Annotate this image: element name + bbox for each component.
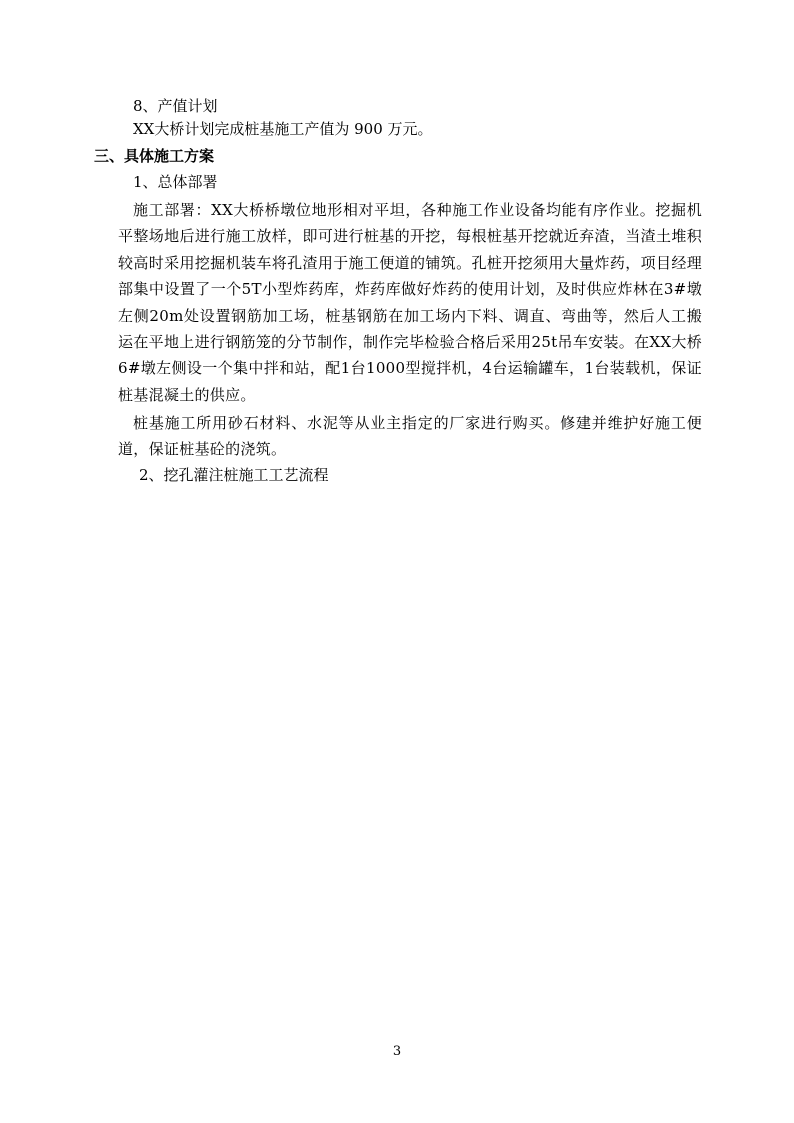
subsection-2-heading: 2、挖孔灌注桩施工工艺流程: [139, 466, 329, 484]
subsection-1-heading: 1、总体部署: [133, 173, 218, 191]
materials-paragraph: 桩基施工所用砂石材料、水泥等从业主指定的厂家进行购买。修建并维护好施工便道，保证桩基砼的浇筑。: [118, 414, 702, 459]
section-8-heading: 8、产值计划: [133, 97, 218, 115]
section-3-heading: 三、具体施工方案: [94, 147, 215, 165]
deployment-paragraph: 施工部署：XX大桥桥墩位地形相对平坦，各种施工作业设备均能有序作业。挖掘机平整场地后进行施工放样，即可进行桩基的开挖，每根桩基开挖就近弃渣，当渣土堆积较高时采用挖掘机装车将孔渣用于施工便道的铺筑。孔桩开挖须用大量炸药，项目经理部集中设置了一个5T小型炸药库，炸药库做好炸药的使用计划，及时供应炸林在3#墩左侧20m处设置钢筋加工场，桩基钢筋在加工场内下料、调直、弯曲等，然后人工搬运在平地上进行钢筋笼的分节制作，制作完毕检验合格后采用25t吊车安装。在XX大桥6#墩左侧设一个集中拌和站，配1台1000型搅拌机，4台运输罐车，1台装载机，保证桩基混凝土的供应。: [118, 201, 702, 404]
section-8-body: XX大桥计划完成桩基施工产值为 900 万元。: [133, 120, 433, 138]
page-number: 3: [392, 1044, 402, 1059]
